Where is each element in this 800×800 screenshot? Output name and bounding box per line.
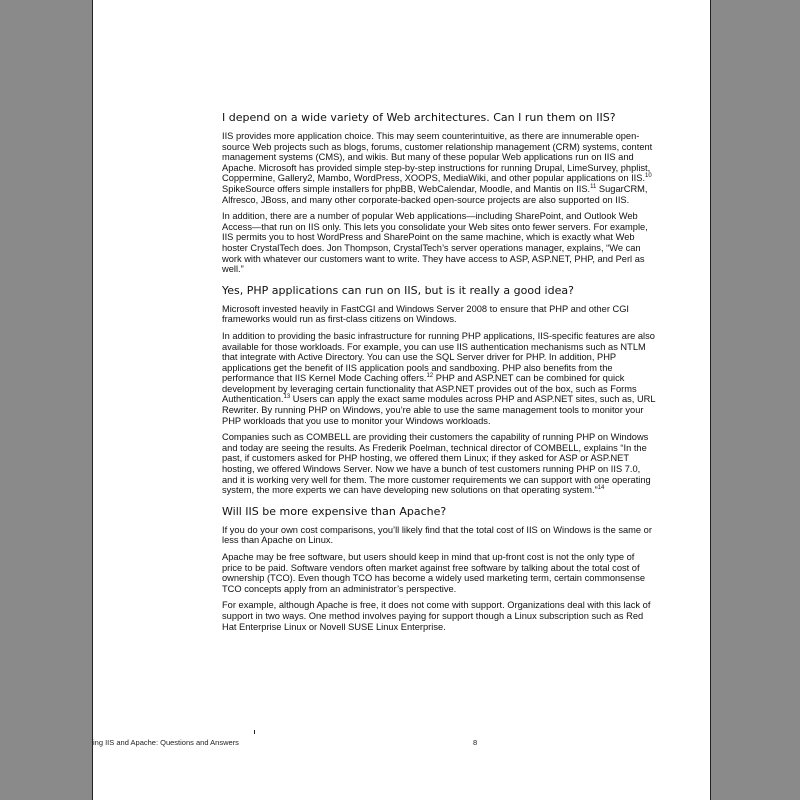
footnote-ref: 13 [283,394,291,401]
text-run: For example, although Apache is free, it does not come with support. Organizations deal with this lack of support in two ways. One method involves paying for support though a Linux subscription such as Red Hat Enterprise Linux or Novell SUSE Linux Enterprise. [222,600,651,632]
body-paragraph [222,600,657,632]
text-run: Apache may be free software, but users should keep in mind that up-front cost is not the only type of price to be paid. Software vendors often market against free software by talking about the total cost of ownership (TCO). Even though TCO has become a widely used marketing term, certain commonsense TCO concepts apply from an administrator’s perspective. [222,552,646,594]
body-paragraph [222,525,657,546]
body-paragraph [222,432,657,496]
text-run: IIS provides more application choice. This may seem counterintuitive, as there are innumerable open-source Web projects such as blogs, forums, customer relationship management (CRM) systems, content management systems (CMS), and wikis. But many of these popular Web applications run on IIS and Apache. Microsoft has provided simple step-by-step instructions for running Drupal, LimeSurvey, phplist, Coppermine, Gallery2, Mambo, WordPress, XOOPS, MediaWiki, and other popular applications on IIS. [222,131,653,184]
section-heading: Will IIS be more expensive than Apache? [222,504,447,518]
section-heading: Yes, PHP applications can run on IIS, but is it really a good idea? [222,283,574,297]
body-paragraph [222,552,657,594]
body-paragraph [222,131,657,205]
text-run: SugarCRM, Alfresco, JBoss, and many other corporate-backed open-source projects are also supported on IIS. [222,183,648,205]
text-run: In addition, there are a number of popular Web applications—including SharePoint, and Outlook Web Access—that run on IIS only. This lets you consolidate your Web sites onto fewer servers. For example, IIS permits you to host WordPress and SharePoint on the same machine, which is exactly what Web hoster CrystalTech does. Jon Thompson, CrystalTech’s server operations manager, explains, “We can work with whatever our customers want to write. They have access to ASP, ASP.NET, PHP, and Perl as well.” [222,211,648,275]
body-paragraph [222,304,657,325]
body-paragraph [222,331,657,426]
text-run: In addition to providing the basic infrastructure for running PHP applications, IIS-specific features are also available for those workloads. For example, you can use IIS authentication mechanisms such as NTLM that integrate with Active Directory. You can use the SQL Server driver for PHP. In addition, PHP applications get the benefit of IIS application pools and sandboxing. PHP also benefits from the performance that IIS Kernel Mode Caching offers. [222,330,655,384]
footer-title: ing IIS and Apache: Questions and Answers [93,738,239,747]
section-heading: I depend on a wide variety of Web architectures. Can I run them on IIS? [222,111,616,124]
footer-marker [254,730,255,734]
page-body [222,111,657,638]
footnote-ref: 14 [597,485,605,492]
text-run: Companies such as COMBELL are providing their customers the capability of running PHP on Windows and today are seeing the results. As Frederik Poelman, technical director of COMBELL, explains “In the past, if customers asked for PHP hosting, we offered them Linux; if they asked for ASP or ASP.NET hosting, we offered Windows Server. Now we have a bunch of test customers running PHP on IIS 7.0, and it is working very well for them. The more customer requirements we can support with one operating system, the more experts we can have developing new solutions on that operating system.” [222,432,651,496]
body-paragraph [222,211,657,275]
text-run: Users can apply the exact same modules across PHP and ASP.NET sites, such as, URL Rewriter. By running PHP on Windows, you’re able to use the same management tools to monitor your PHP workloads that you use to monitor your Windows workloads. [222,394,656,426]
footnote-ref: 10 [645,173,652,180]
text-run: PHP and ASP.NET can be combined for quick development by leveraging certain functionality that ASP.NET provides out of the box, such as Forms Authentication. [222,373,637,405]
text-run: Microsoft invested heavily in FastCGI and Windows Server 2008 to ensure that PHP and other CGI frameworks would run as first-class citizens on Windows. [222,303,630,325]
footnote-ref: 11 [590,183,597,190]
page-number: 8 [473,738,478,747]
document-page [92,0,711,800]
text-run: If you do your own cost comparisons, you’ll likely find that the total cost of IIS on Windows is the same or less than Apache on Linux. [222,524,652,546]
footnote-ref: 12 [426,373,434,380]
text-run: SpikeSource offers simple installers for phpBB, WebCalendar, Moodle, and Mantis on IIS. [222,183,591,194]
